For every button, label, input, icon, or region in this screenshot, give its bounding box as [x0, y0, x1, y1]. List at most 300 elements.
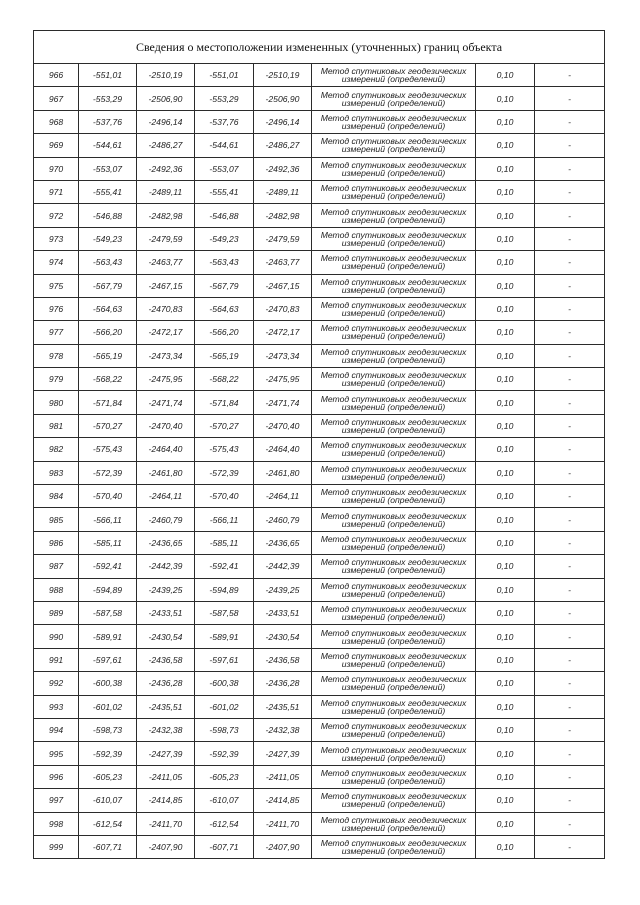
- refined-y: -2414,85: [254, 789, 312, 812]
- accuracy: 0,10: [476, 578, 535, 601]
- existing-x: -585,11: [79, 531, 137, 554]
- method-line-2: измерений (определений): [341, 705, 446, 716]
- method-cell: [312, 789, 476, 812]
- method-cell: [312, 555, 476, 578]
- accuracy: 0,10: [476, 742, 535, 765]
- method-line-1: Метод спутниковых геодезических: [320, 417, 467, 428]
- note: -: [535, 742, 605, 765]
- existing-y: -2475,95: [137, 368, 195, 391]
- refined-x: -563,43: [195, 251, 254, 274]
- note: -: [535, 625, 605, 648]
- note: -: [535, 648, 605, 671]
- refined-x: -600,38: [195, 672, 254, 695]
- table-row: [34, 251, 605, 274]
- refined-y: -2470,40: [254, 414, 312, 437]
- method-line-2: измерений (определений): [341, 74, 446, 85]
- table-row: [34, 555, 605, 578]
- note: -: [535, 180, 605, 203]
- refined-y: -2510,19: [254, 64, 312, 87]
- refined-y: -2467,15: [254, 274, 312, 297]
- accuracy: 0,10: [476, 87, 535, 110]
- method-line-2: измерений (определений): [341, 495, 446, 506]
- method-line-2: измерений (определений): [341, 612, 446, 623]
- table-row: [34, 157, 605, 180]
- table-row: [34, 625, 605, 648]
- method-line-2: измерений (определений): [341, 682, 446, 693]
- refined-y: -2436,65: [254, 531, 312, 554]
- method-cell: [312, 601, 476, 624]
- existing-y: -2414,85: [137, 789, 195, 812]
- refined-y: -2492,36: [254, 157, 312, 180]
- refined-x: -551,01: [195, 64, 254, 87]
- method-line-1: Метод спутниковых геодезических: [320, 767, 467, 778]
- method-line-2: измерений (определений): [341, 822, 446, 833]
- accuracy: 0,10: [476, 134, 535, 157]
- existing-x: -553,29: [79, 87, 137, 110]
- existing-x: -566,11: [79, 508, 137, 531]
- note: -: [535, 321, 605, 344]
- existing-y: -2407,90: [137, 835, 195, 858]
- accuracy: 0,10: [476, 251, 535, 274]
- refined-y: -2473,34: [254, 344, 312, 367]
- existing-y: -2482,98: [137, 204, 195, 227]
- accuracy: 0,10: [476, 835, 535, 858]
- table-row: [34, 695, 605, 718]
- method-line-2: измерений (определений): [341, 565, 446, 576]
- existing-y: -2432,38: [137, 718, 195, 741]
- accuracy: 0,10: [476, 508, 535, 531]
- note: -: [535, 64, 605, 87]
- existing-y: -2473,34: [137, 344, 195, 367]
- point-number: 967: [34, 87, 79, 110]
- method-line-1: Метод спутниковых геодезических: [320, 229, 467, 240]
- point-number: 999: [34, 835, 79, 858]
- note: -: [535, 297, 605, 320]
- point-number: 987: [34, 555, 79, 578]
- table-row: [34, 601, 605, 624]
- refined-x: -610,07: [195, 789, 254, 812]
- method-cell: [312, 625, 476, 648]
- accuracy: 0,10: [476, 227, 535, 250]
- refined-y: -2464,40: [254, 438, 312, 461]
- note: -: [535, 789, 605, 812]
- method-line-1: Метод спутниковых геодезических: [320, 159, 467, 170]
- method-line-2: измерений (определений): [341, 425, 446, 436]
- table-row: [34, 204, 605, 227]
- point-number: 977: [34, 321, 79, 344]
- refined-x: -546,88: [195, 204, 254, 227]
- point-number: 993: [34, 695, 79, 718]
- refined-x: -570,27: [195, 414, 254, 437]
- existing-y: -2506,90: [137, 87, 195, 110]
- existing-x: -597,61: [79, 648, 137, 671]
- note: -: [535, 204, 605, 227]
- existing-x: -600,38: [79, 672, 137, 695]
- refined-x: -555,41: [195, 180, 254, 203]
- method-line-2: измерений (определений): [341, 635, 446, 646]
- method-line-1: Метод спутниковых геодезических: [320, 534, 467, 544]
- accuracy: 0,10: [476, 531, 535, 554]
- existing-x: -568,22: [79, 368, 137, 391]
- accuracy: 0,10: [476, 391, 535, 414]
- note: -: [535, 835, 605, 858]
- method-line-1: Метод спутниковых геодезических: [320, 627, 467, 638]
- point-number: 970: [34, 157, 79, 180]
- existing-x: -571,84: [79, 391, 137, 414]
- table-row: [34, 812, 605, 835]
- method-line-2: измерений (определений): [341, 729, 446, 740]
- note: -: [535, 601, 605, 624]
- table-row: [34, 391, 605, 414]
- method-line-2: измерений (определений): [341, 97, 446, 108]
- note: -: [535, 391, 605, 414]
- method-line-1: Метод спутниковых геодезических: [320, 323, 467, 334]
- method-line-1: Метод спутниковых геодезических: [320, 393, 467, 404]
- note: -: [535, 87, 605, 110]
- point-number: 979: [34, 368, 79, 391]
- method-cell: [312, 414, 476, 437]
- existing-x: -564,63: [79, 297, 137, 320]
- point-number: 995: [34, 742, 79, 765]
- note: -: [535, 274, 605, 297]
- existing-y: -2464,40: [137, 438, 195, 461]
- accuracy: 0,10: [476, 485, 535, 508]
- method-cell: [312, 297, 476, 320]
- accuracy: 0,10: [476, 368, 535, 391]
- note: -: [535, 227, 605, 250]
- point-number: 984: [34, 485, 79, 508]
- method-line-1: Метод спутниковых геодезических: [320, 300, 467, 311]
- refined-y: -2433,51: [254, 601, 312, 624]
- point-number: 971: [34, 180, 79, 203]
- existing-y: -2463,77: [137, 251, 195, 274]
- method-line-2: измерений (определений): [341, 261, 446, 272]
- refined-x: -564,63: [195, 297, 254, 320]
- method-cell: [312, 578, 476, 601]
- method-cell: [312, 485, 476, 508]
- table-row: [34, 742, 605, 765]
- method-line-1: Метод спутниковых геодезических: [320, 276, 467, 287]
- refined-x: -566,20: [195, 321, 254, 344]
- point-number: 994: [34, 718, 79, 741]
- existing-y: -2433,51: [137, 601, 195, 624]
- refined-x: -570,40: [195, 485, 254, 508]
- method-cell: [312, 461, 476, 484]
- method-cell: [312, 718, 476, 741]
- refined-y: -2472,17: [254, 321, 312, 344]
- method-cell: [312, 742, 476, 765]
- existing-y: -2510,19: [137, 64, 195, 87]
- method-line-1: Метод спутниковых геодезических: [320, 346, 467, 357]
- method-line-2: измерений (определений): [341, 308, 446, 319]
- table-row: [34, 180, 605, 203]
- table-title-row: [34, 31, 605, 64]
- method-line-1: Метод спутниковых геодезических: [320, 744, 467, 755]
- existing-y: -2436,65: [137, 531, 195, 554]
- method-line-1: Метод спутниковых геодезических: [320, 674, 467, 685]
- accuracy: 0,10: [476, 765, 535, 788]
- method-line-2: измерений (определений): [341, 191, 446, 202]
- method-cell: [312, 812, 476, 835]
- method-line-2: измерений (определений): [341, 448, 446, 459]
- refined-x: -565,19: [195, 344, 254, 367]
- existing-y: -2470,40: [137, 414, 195, 437]
- method-line-1: Метод спутниковых геодезических: [320, 604, 467, 615]
- method-line-2: измерений (определений): [341, 214, 446, 225]
- note: -: [535, 438, 605, 461]
- method-line-2: измерений (определений): [341, 775, 446, 786]
- accuracy: 0,10: [476, 625, 535, 648]
- existing-y: -2460,79: [137, 508, 195, 531]
- refined-x: -544,61: [195, 134, 254, 157]
- note: -: [535, 555, 605, 578]
- table-row: [34, 414, 605, 437]
- accuracy: 0,10: [476, 812, 535, 835]
- refined-x: -612,54: [195, 812, 254, 835]
- point-number: 989: [34, 601, 79, 624]
- method-line-2: измерений (определений): [341, 237, 446, 248]
- refined-x: -594,89: [195, 578, 254, 601]
- refined-x: -537,76: [195, 110, 254, 133]
- table-row: [34, 648, 605, 671]
- refined-y: -2442,39: [254, 555, 312, 578]
- table-row: [34, 227, 605, 250]
- point-number: 980: [34, 391, 79, 414]
- existing-x: -570,40: [79, 485, 137, 508]
- method-cell: [312, 64, 476, 87]
- existing-x: -594,89: [79, 578, 137, 601]
- existing-x: -592,41: [79, 555, 137, 578]
- accuracy: 0,10: [476, 204, 535, 227]
- method-line-1: Метод спутниковых геодезических: [320, 206, 467, 217]
- accuracy: 0,10: [476, 555, 535, 578]
- refined-y: -2463,77: [254, 251, 312, 274]
- table-row: [34, 64, 605, 87]
- note: -: [535, 531, 605, 554]
- point-number: 968: [34, 110, 79, 133]
- method-cell: [312, 672, 476, 695]
- note: -: [535, 368, 605, 391]
- existing-x: -592,39: [79, 742, 137, 765]
- point-number: 976: [34, 297, 79, 320]
- refined-y: -2482,98: [254, 204, 312, 227]
- method-cell: [312, 134, 476, 157]
- refined-y: -2471,74: [254, 391, 312, 414]
- table-row: [34, 718, 605, 741]
- refined-x: -566,11: [195, 508, 254, 531]
- refined-x: -587,58: [195, 601, 254, 624]
- point-number: 992: [34, 672, 79, 695]
- point-number: 966: [34, 64, 79, 87]
- accuracy: 0,10: [476, 321, 535, 344]
- existing-x: -607,71: [79, 835, 137, 858]
- method-line-2: измерений (определений): [341, 354, 446, 365]
- accuracy: 0,10: [476, 64, 535, 87]
- accuracy: 0,10: [476, 648, 535, 671]
- point-number: 974: [34, 251, 79, 274]
- note: -: [535, 508, 605, 531]
- refined-y: -2460,79: [254, 508, 312, 531]
- table-row: [34, 789, 605, 812]
- existing-x: -567,79: [79, 274, 137, 297]
- existing-x: -546,88: [79, 204, 137, 227]
- existing-y: -2496,14: [137, 110, 195, 133]
- existing-x: -601,02: [79, 695, 137, 718]
- method-cell: [312, 508, 476, 531]
- accuracy: 0,10: [476, 110, 535, 133]
- accuracy: 0,10: [476, 695, 535, 718]
- existing-y: -2430,54: [137, 625, 195, 648]
- method-line-1: Метод спутниковых геодезических: [320, 557, 467, 568]
- method-cell: [312, 180, 476, 203]
- method-line-1: Метод спутниковых геодезических: [320, 510, 467, 521]
- method-cell: [312, 765, 476, 788]
- point-number: 973: [34, 227, 79, 250]
- existing-y: -2436,58: [137, 648, 195, 671]
- method-cell: [312, 227, 476, 250]
- existing-x: -553,07: [79, 157, 137, 180]
- method-line-2: измерений (определений): [341, 846, 446, 857]
- refined-x: -575,43: [195, 438, 254, 461]
- refined-x: -571,84: [195, 391, 254, 414]
- method-cell: [312, 274, 476, 297]
- method-line-1: Метод спутниковых геодезических: [320, 814, 467, 825]
- refined-y: -2430,54: [254, 625, 312, 648]
- table-row: [34, 765, 605, 788]
- existing-y: -2489,11: [137, 180, 195, 203]
- accuracy: 0,10: [476, 461, 535, 484]
- note: -: [535, 110, 605, 133]
- method-cell: [312, 695, 476, 718]
- point-number: 991: [34, 648, 79, 671]
- existing-y: -2467,15: [137, 274, 195, 297]
- existing-y: -2492,36: [137, 157, 195, 180]
- refined-x: -598,73: [195, 718, 254, 741]
- refined-x: -553,29: [195, 87, 254, 110]
- note: -: [535, 134, 605, 157]
- refined-x: -607,71: [195, 835, 254, 858]
- refined-y: -2489,11: [254, 180, 312, 203]
- refined-y: -2436,28: [254, 672, 312, 695]
- point-number: 990: [34, 625, 79, 648]
- accuracy: 0,10: [476, 414, 535, 437]
- method-line-2: измерений (определений): [341, 284, 446, 295]
- method-line-2: измерений (определений): [341, 167, 446, 178]
- refined-x: -592,39: [195, 742, 254, 765]
- method-cell: [312, 321, 476, 344]
- table-row: [34, 344, 605, 367]
- table-row: [34, 508, 605, 531]
- method-line-1: Метод спутниковых геодезических: [320, 463, 467, 474]
- refined-y: -2486,27: [254, 134, 312, 157]
- refined-y: -2427,39: [254, 742, 312, 765]
- method-line-2: измерений (определений): [341, 471, 446, 482]
- accuracy: 0,10: [476, 789, 535, 812]
- table-row: [34, 672, 605, 695]
- method-line-2: измерений (определений): [341, 144, 446, 155]
- existing-x: -589,91: [79, 625, 137, 648]
- refined-y: -2439,25: [254, 578, 312, 601]
- existing-y: -2472,17: [137, 321, 195, 344]
- note: -: [535, 718, 605, 741]
- existing-x: -575,43: [79, 438, 137, 461]
- point-number: 981: [34, 414, 79, 437]
- method-cell: [312, 204, 476, 227]
- existing-x: -570,27: [79, 414, 137, 437]
- method-line-1: Метод спутниковых геодезических: [320, 650, 467, 661]
- existing-y: -2470,83: [137, 297, 195, 320]
- method-line-1: Метод спутниковых геодезических: [320, 136, 467, 147]
- point-number: 983: [34, 461, 79, 484]
- point-number: 985: [34, 508, 79, 531]
- table-row: [34, 368, 605, 391]
- existing-x: -551,01: [79, 64, 137, 87]
- accuracy: 0,10: [476, 297, 535, 320]
- existing-y: -2471,74: [137, 391, 195, 414]
- existing-x: -544,61: [79, 134, 137, 157]
- existing-x: -605,23: [79, 765, 137, 788]
- existing-y: -2479,59: [137, 227, 195, 250]
- method-line-2: измерений (определений): [341, 378, 446, 389]
- existing-y: -2486,27: [137, 134, 195, 157]
- existing-x: -612,54: [79, 812, 137, 835]
- table-title: Сведения о местоположении измененных (уточненных) границ объекта: [34, 31, 605, 64]
- method-line-1: Метод спутниковых геодезических: [320, 487, 467, 498]
- existing-x: -555,41: [79, 180, 137, 203]
- method-cell: [312, 368, 476, 391]
- existing-y: -2439,25: [137, 578, 195, 601]
- existing-y: -2411,70: [137, 812, 195, 835]
- existing-x: -537,76: [79, 110, 137, 133]
- point-number: 982: [34, 438, 79, 461]
- table-row: [34, 87, 605, 110]
- refined-x: -601,02: [195, 695, 254, 718]
- method-line-2: измерений (определений): [341, 518, 446, 529]
- note: -: [535, 251, 605, 274]
- point-number: 997: [34, 789, 79, 812]
- table-row: [34, 321, 605, 344]
- table-row: [34, 110, 605, 133]
- method-cell: [312, 648, 476, 671]
- method-line-2: измерений (определений): [341, 752, 446, 763]
- table-row: [34, 531, 605, 554]
- existing-x: -565,19: [79, 344, 137, 367]
- refined-x: -589,91: [195, 625, 254, 648]
- method-line-1: Метод спутниковых геодезических: [320, 721, 467, 732]
- boundary-coordinates-table: [33, 30, 605, 859]
- method-line-1: Метод спутниковых геодезических: [320, 89, 467, 100]
- refined-y: -2479,59: [254, 227, 312, 250]
- refined-x: -567,79: [195, 274, 254, 297]
- method-line-1: Метод спутниковых геодезических: [320, 791, 467, 802]
- note: -: [535, 765, 605, 788]
- point-number: 988: [34, 578, 79, 601]
- point-number: 978: [34, 344, 79, 367]
- note: -: [535, 485, 605, 508]
- method-line-2: измерений (определений): [341, 120, 446, 131]
- refined-x: -553,07: [195, 157, 254, 180]
- refined-y: -2506,90: [254, 87, 312, 110]
- refined-y: -2461,80: [254, 461, 312, 484]
- refined-y: -2475,95: [254, 368, 312, 391]
- note: -: [535, 414, 605, 437]
- note: -: [535, 344, 605, 367]
- method-line-2: измерений (определений): [341, 542, 446, 552]
- refined-x: -597,61: [195, 648, 254, 671]
- accuracy: 0,10: [476, 718, 535, 741]
- table-row: [34, 578, 605, 601]
- refined-y: -2464,11: [254, 485, 312, 508]
